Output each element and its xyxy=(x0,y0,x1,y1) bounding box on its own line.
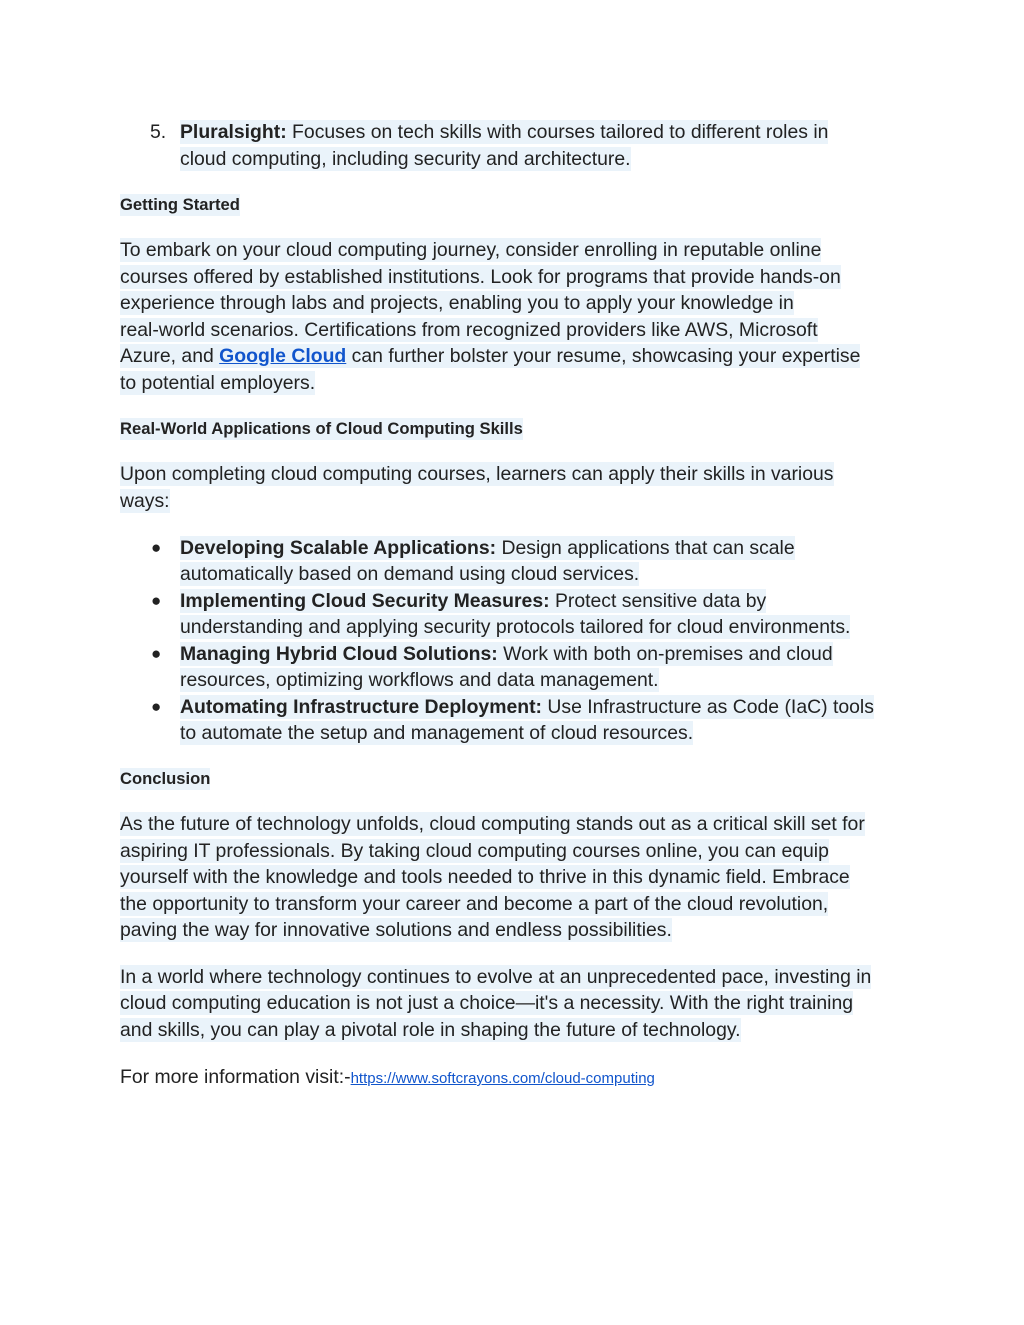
numbered-item-line: cloud computing, including security and architecture. xyxy=(180,148,631,170)
section-heading: Getting Started xyxy=(120,195,240,214)
list-number: 5. xyxy=(150,121,167,143)
bullet-item-line: Managing Hybrid Cloud Solutions: Work with both on-premises and cloud xyxy=(180,643,833,665)
paragraph-line: courses offered by established institutions. Look for programs that provide hands-on xyxy=(120,266,841,288)
bullet-icon: ● xyxy=(151,591,162,610)
bullet-item-line: Automating Infrastructure Deployment: Use Infrastructure as Code (IaC) tools xyxy=(180,696,874,718)
section-heading: Conclusion xyxy=(120,769,211,788)
paragraph-line: yourself with the knowledge and tools needed to thrive in this dynamic field. Embrace xyxy=(120,866,850,888)
paragraph-line: real-world scenarios. Certifications from recognized providers like AWS, Microsoft xyxy=(120,319,818,341)
google-cloud-link[interactable]: Google Cloud xyxy=(219,345,347,367)
paragraph-line: Azure, and Google Cloud can further bolster your resume, showcasing your expertise xyxy=(120,345,861,367)
bullet-item-line: automatically based on demand using cloud services. xyxy=(180,563,640,585)
bullet-icon: ● xyxy=(151,644,162,663)
paragraph-line: to potential employers. xyxy=(120,372,316,394)
paragraph-line: In a world where technology continues to evolve at an unprecedented pace, investing in xyxy=(120,966,872,988)
paragraph-line: the opportunity to transform your career and become a part of the cloud revolution, xyxy=(120,893,829,915)
section-heading: Real-World Applications of Cloud Computing Skills xyxy=(120,419,523,438)
more-info-line xyxy=(120,1065,655,1089)
bullet-item-line: Implementing Cloud Security Measures: Protect sensitive data by xyxy=(180,590,767,612)
paragraph-line: and skills, you can play a pivotal role in shaping the future of technology. xyxy=(120,1019,741,1041)
bullet-icon: ● xyxy=(151,538,162,557)
paragraph-line: cloud computing education is not just a choice—it's a necessity. With the right training xyxy=(120,992,854,1014)
bullet-item-line: understanding and applying security protocols tailored for cloud environments. xyxy=(180,616,851,638)
bullet-item-line: to automate the setup and management of cloud resources. xyxy=(180,722,694,744)
bullet-item-line: resources, optimizing workflows and data management. xyxy=(180,669,659,691)
paragraph-line: To embark on your cloud computing journey, consider enrolling in reputable online xyxy=(120,239,822,261)
paragraph-line: As the future of technology unfolds, cloud computing stands out as a critical skill set for xyxy=(120,813,865,835)
paragraph-line: Upon completing cloud computing courses, learners can apply their skills in various xyxy=(120,463,834,485)
numbered-item-term: Pluralsight: xyxy=(180,121,287,143)
numbered-item-line: Pluralsight: Focuses on tech skills with courses tailored to different roles in xyxy=(180,121,829,143)
paragraph-line: paving the way for innovative solutions and endless possibilities. xyxy=(120,919,672,941)
bullet-item-line: Developing Scalable Applications: Design applications that can scale xyxy=(180,537,795,559)
paragraph-line: ways: xyxy=(120,490,170,512)
paragraph-line: experience through labs and projects, enabling you to apply your knowledge in xyxy=(120,292,794,314)
paragraph-line: aspiring IT professionals. By taking cloud computing courses online, you can equip xyxy=(120,840,829,862)
bullet-icon: ● xyxy=(151,697,162,716)
softcrayons-url-link[interactable]: https://www.softcrayons.com/cloud-computing xyxy=(350,1070,655,1087)
more-info-label: For more information visit:- xyxy=(120,1066,351,1088)
